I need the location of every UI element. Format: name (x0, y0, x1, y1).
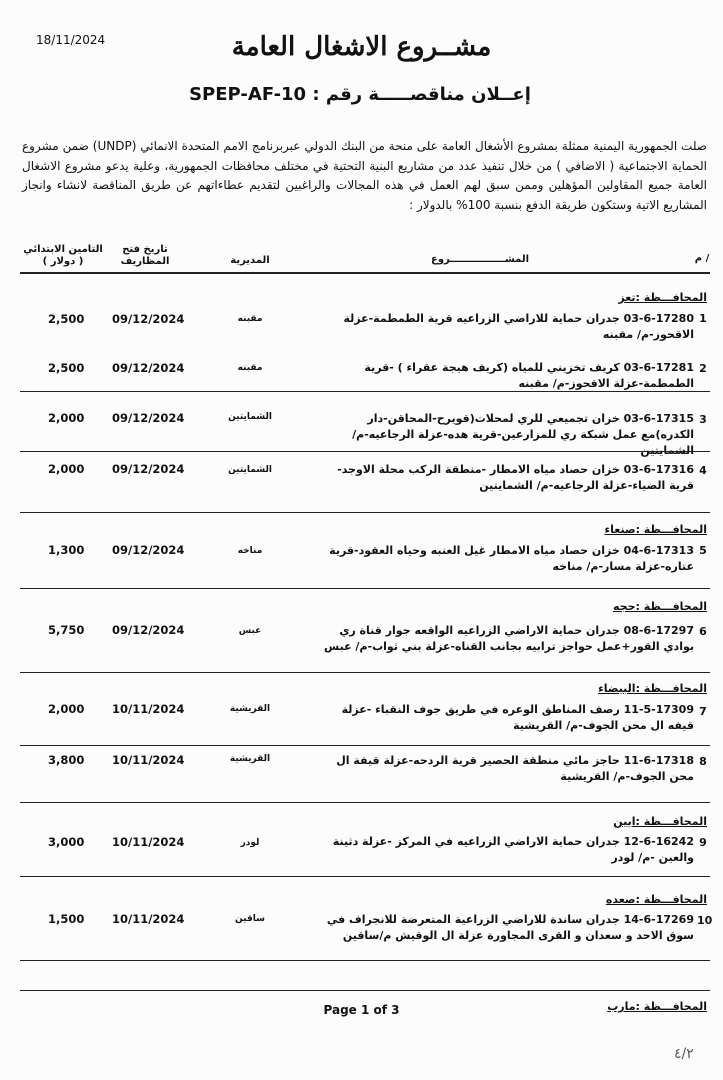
open-date-cell: 09/12/2024 (112, 623, 185, 637)
project-text: حاجز مائي منطقة الحصير قرية الردحه-عزلة قيفة ال محن الجوف-م/ القريشية (336, 754, 694, 783)
row-number: 7 (699, 705, 707, 718)
bond-cell: 2,000 (48, 702, 85, 716)
project-code: 11-5-17309 (623, 703, 694, 716)
bond-cell: 5,750 (48, 623, 85, 637)
district-cell: الشمايتين (228, 412, 272, 422)
open-date-cell: 10/11/2024 (112, 753, 185, 767)
district-cell: مناخه (237, 546, 263, 556)
project-description (320, 411, 694, 459)
row-divider (20, 512, 710, 513)
district-cell: الشمايتين (228, 465, 272, 475)
project-description (320, 753, 694, 785)
project-code: 03-6-17281 (623, 361, 694, 374)
handwritten-page-mark: ٤/٢ (674, 1046, 694, 1062)
bond-cell: 1,300 (48, 543, 85, 557)
governorate-heading: المحافـــظة :صعده (605, 893, 707, 906)
project-description (320, 702, 694, 734)
row-divider (20, 745, 710, 746)
project-code: 14-6-17269 (623, 913, 694, 926)
district-cell: عبس (238, 626, 262, 636)
row-number: 2 (699, 362, 707, 375)
row-divider (20, 960, 710, 961)
governorate-heading: المحافـــظة :مارب (607, 1000, 707, 1013)
district-cell: مقبنه (237, 314, 263, 324)
governorate-heading: المحافـــظة :البيضاء (598, 682, 707, 695)
row-number: 10 (697, 914, 713, 927)
project-code: 03-6-17316 (623, 463, 694, 476)
project-text: جدران حماية للاراضي الزراعيه قرية الطمطمة-عزلة الاقحوز-م/ مقبنه (343, 312, 694, 341)
project-code: 11-6-17318 (623, 754, 694, 767)
col-header-project: المشــــــــــــــــروع (430, 254, 530, 265)
project-code: 03-6-17315 (623, 412, 694, 425)
governorate-heading: المحافـــظة :صنعاء (604, 523, 707, 536)
bond-cell: 2,000 (48, 462, 85, 476)
col-header-bond: التامين الابتدائي ( دولار ) (23, 244, 103, 267)
project-text: خزان تجميعي للري لمحلات(قويرح-المحاقن-دار الكدره)مع عمل شبكة ري للمزارعين-قرية هده-عزلة الرجاعيه-م/ الشمايتين (352, 412, 694, 457)
row-number: 4 (699, 464, 707, 477)
row-divider (20, 672, 710, 673)
project-text: كريف تخزيني للمياه (كريف هيجة عقراء ) -قرية الطمطمة-عزلة الاقحوز-م/ مقبنه (364, 361, 694, 390)
page-number: Page 1 of 3 (323, 1003, 400, 1017)
row-number: 6 (699, 625, 707, 638)
project-code: 12-6-16242 (623, 835, 694, 848)
page-title: مشــروع الاشغال العامة (231, 32, 492, 62)
intro-paragraph: صلت الجمهورية اليمنية ممثلة بمشروع الأشغال العامة على منحة من البنك الدولي عبربرنامج الامم المتحدة الانمائي (UNDP) ضمن مشروع الحماية الاجتماعية ( الاضافي ) من خلال تنفيذ عدد من مشاريع البنية التحتية في مختلف محافظات الجمهورية، وعلية يدعو مشروع الاشغال العامة جميع المقاولين المؤهلين وممن سبق لهم العمل في هذه المجالات والراغبين لتقديم عطاءاتهم عن طريق المناقصة لانشاء وانجاز المشاريع الاتية وستكون طريقة الدفع بنسبة 100% بالدولار : (22, 139, 707, 212)
open-date-cell: 09/12/2024 (112, 361, 185, 375)
row-number: 9 (699, 836, 707, 849)
project-description (320, 623, 694, 655)
col-header-district: المديرية (230, 255, 270, 266)
district-cell: لودر (240, 838, 260, 848)
project-text: خزان حصاد مياه الامطار -منطقة الركب محلة الاوجد-قرية الضياء-عزلة الرجاعيه-م/ الشمايتين (337, 463, 694, 492)
project-text: رصف المناطق الوعره في طريق جوف النقباء -عزلة قيفه ال محن الجوف-م/ القريشية (341, 703, 694, 732)
governorate-heading: المحافـــظة :حجه (613, 600, 707, 613)
row-number: 8 (699, 755, 707, 768)
project-description (320, 462, 694, 494)
row-divider (20, 588, 710, 589)
project-code: 03-6-17280 (623, 312, 694, 325)
row-divider (20, 990, 710, 991)
governorate-heading: المحافـــظة :ابين (613, 815, 707, 828)
project-code: 04-6-17313 (623, 544, 694, 557)
project-text: جدران حماية الاراضي الزراعيه الواقعه جوار قناة ري بوادي القور+عمل حواجز ترابيه بجانب القناه-عزلة بني ثواب-م/ عبس (324, 624, 694, 653)
tender-number: SPEP-AF-10 (189, 84, 307, 105)
open-date-cell: 09/12/2024 (112, 543, 185, 557)
project-text: جدران ساندة للاراضي الزراعية المتعرضة للانجراف في سوق الاحد و سعدان و القرى المجاورة عزلة ال الوقيش م/ساقين (326, 913, 694, 942)
open-date-cell: 10/11/2024 (112, 912, 185, 926)
row-divider (20, 876, 710, 877)
project-code: 08-6-17297 (623, 624, 694, 637)
district-cell: ساقين (235, 914, 265, 924)
col-header-open-date: تاريخ فتح المظاريف (120, 244, 170, 267)
header-rule (20, 272, 710, 274)
bond-cell: 3,800 (48, 753, 85, 767)
row-number: 3 (699, 413, 707, 426)
bond-cell: 2,500 (48, 312, 85, 326)
district-cell: مقبنه (237, 363, 263, 373)
bond-cell: 2,000 (48, 411, 85, 425)
open-date-cell: 10/11/2024 (112, 835, 185, 849)
bond-cell: 3,000 (48, 835, 85, 849)
row-number: 5 (699, 544, 707, 557)
open-date-cell: 10/11/2024 (112, 702, 185, 716)
bond-cell: 2,500 (48, 361, 85, 375)
bond-cell: 1,500 (48, 912, 85, 926)
row-number: 1 (699, 312, 707, 325)
project-text: خزان حصاد مياه الامطار غيل العنبه وحياه العقود-قرية عتاره-عزلة مسار-م/ مناخه (329, 544, 694, 573)
open-date-cell: 09/12/2024 (112, 462, 185, 476)
district-cell: القريشية (229, 754, 271, 764)
project-description (320, 912, 694, 944)
open-date-cell: 09/12/2024 (112, 312, 185, 326)
tender-label: إعــلان مناقصـــــة رقم : (312, 84, 531, 105)
row-divider (20, 802, 710, 803)
project-description (320, 834, 694, 866)
col-header-num: م / (694, 253, 710, 264)
project-text: جدران حماية الاراضي الزراعيه في المركز -عزلة دثينة والعين -م/ لودر (332, 835, 694, 864)
print-date: 18/11/2024 (36, 33, 106, 47)
project-description (320, 311, 694, 343)
project-description (320, 543, 694, 575)
tender-heading (180, 84, 540, 105)
governorate-heading: المحافـــظة :تعز (618, 291, 707, 304)
project-description (320, 360, 694, 392)
district-cell: القريشية (229, 704, 271, 714)
open-date-cell: 09/12/2024 (112, 411, 185, 425)
